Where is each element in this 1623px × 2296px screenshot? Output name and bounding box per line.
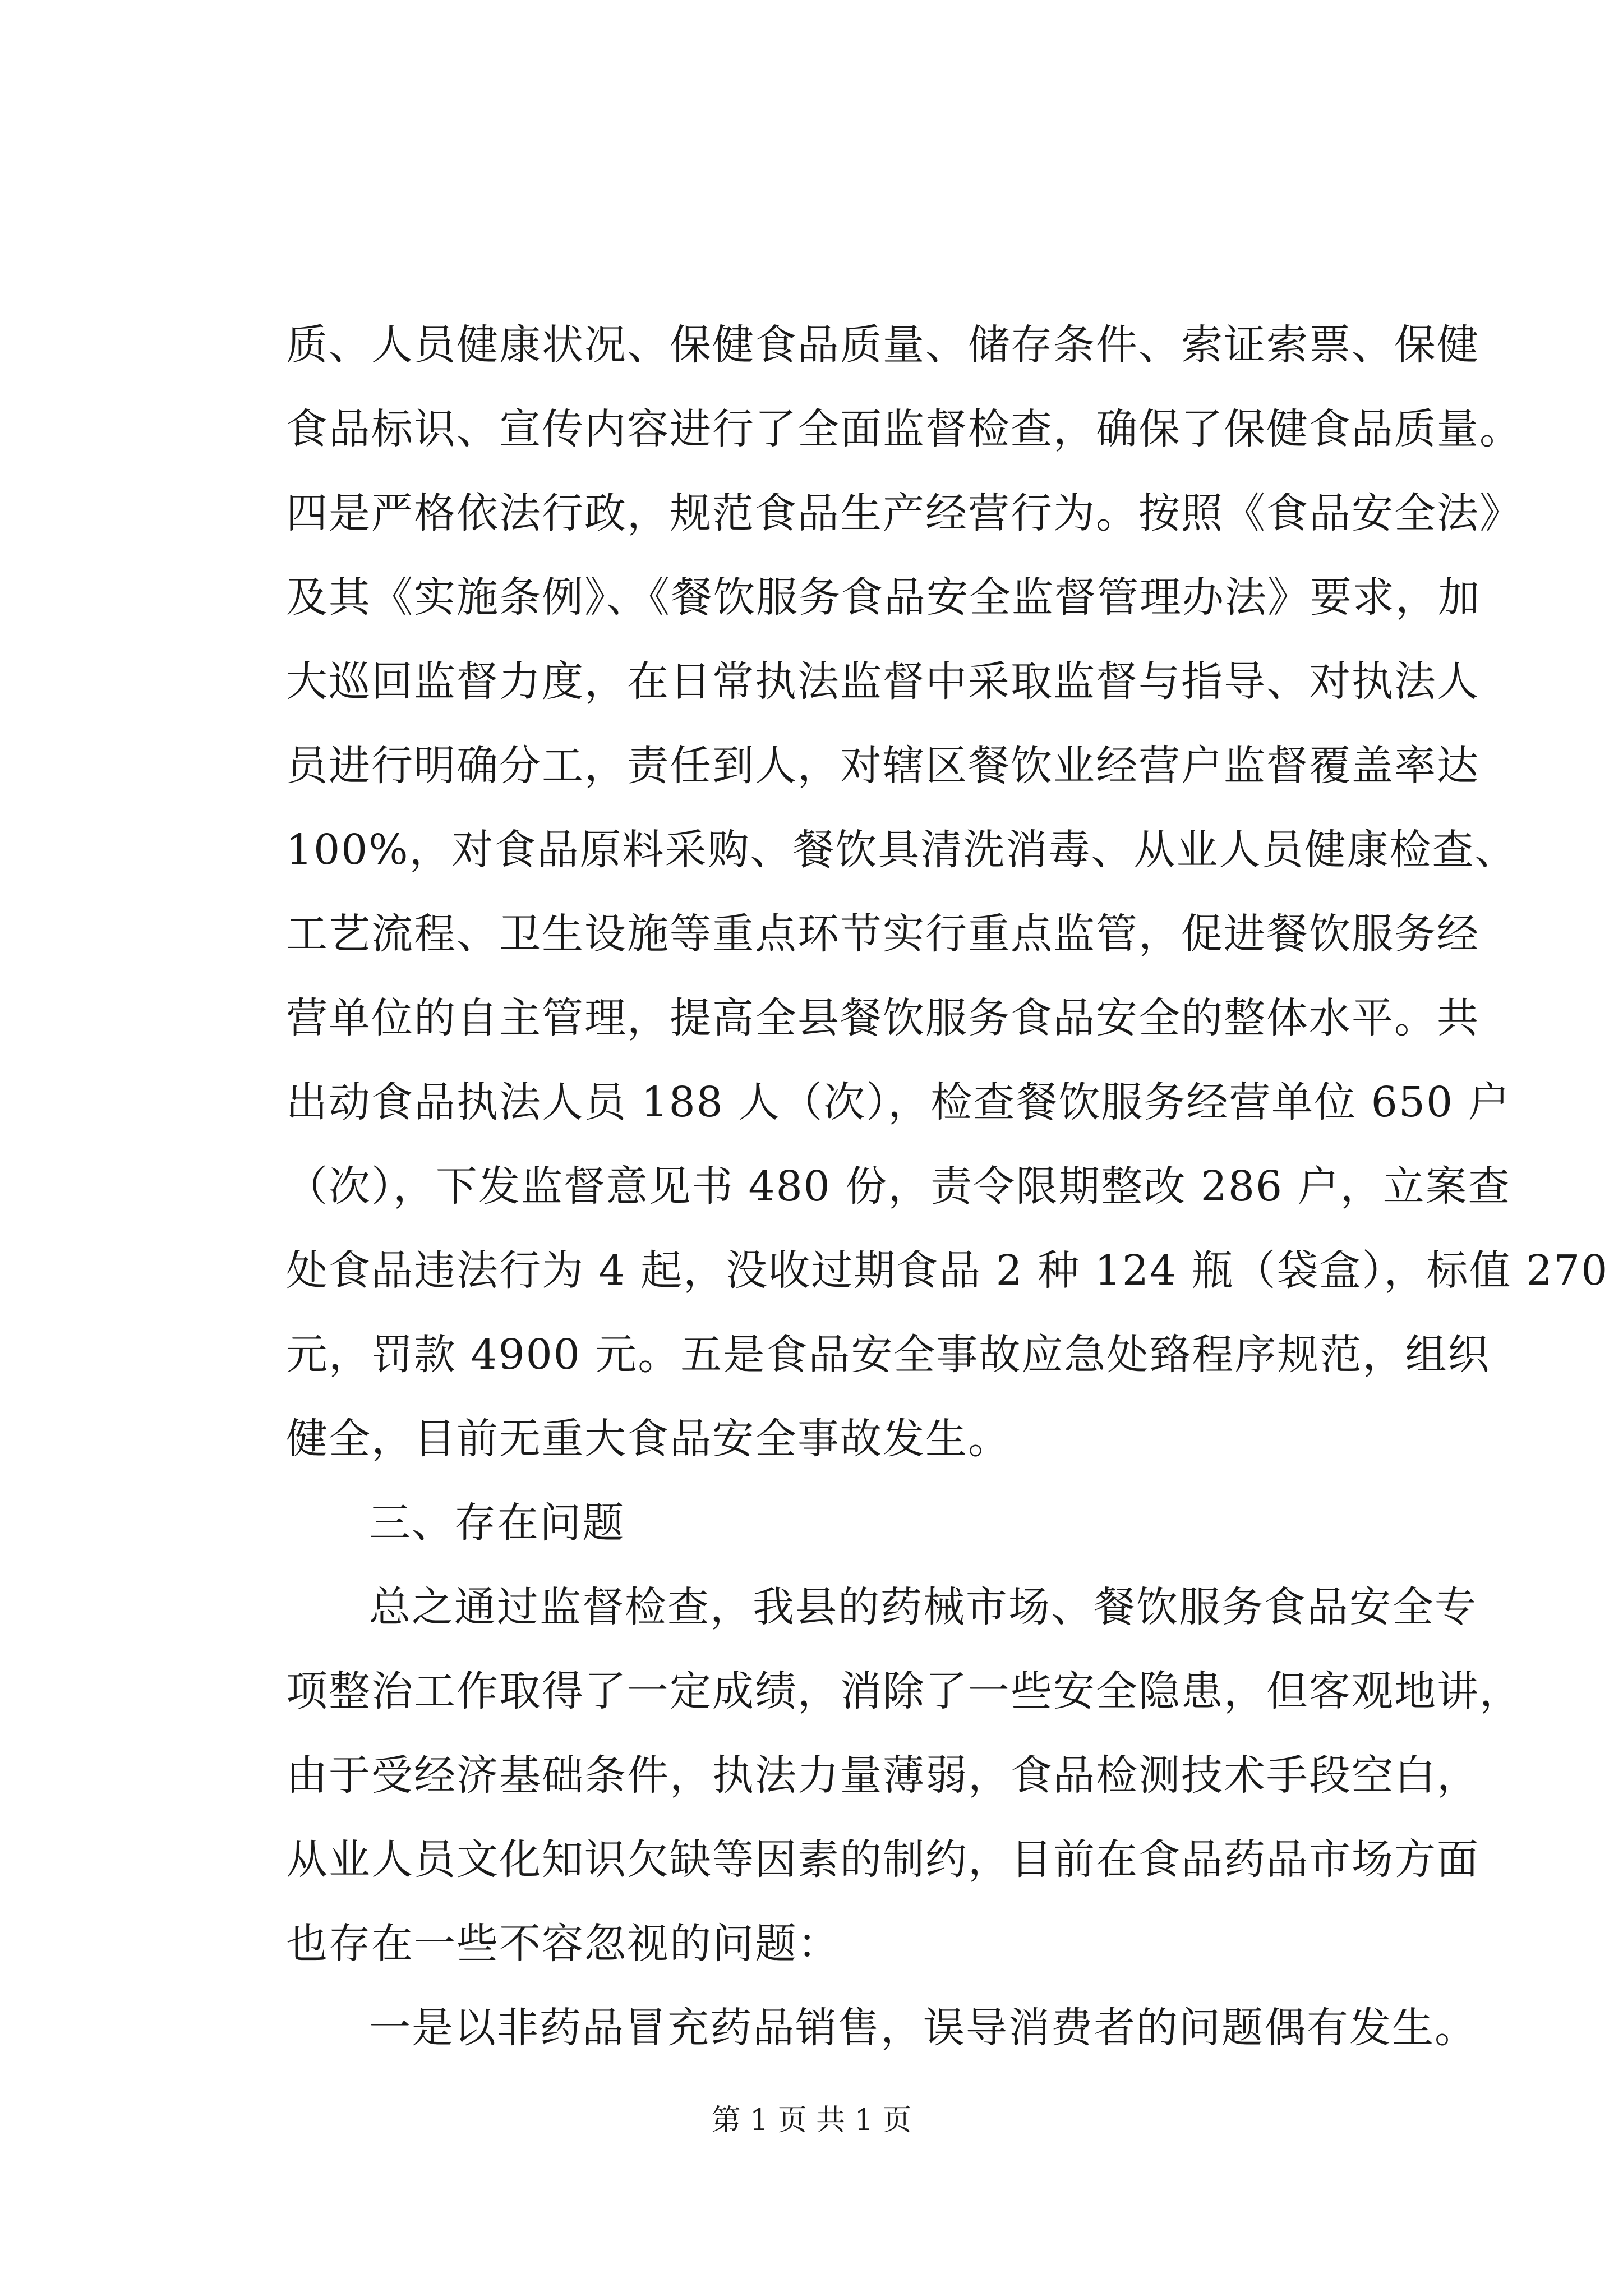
- text-line: 工艺流程、卫生设施等重点环节实行重点监管，促进餐饮服务经: [286, 910, 1479, 958]
- text-line: 总之通过监督检查，我县的药械市场、餐饮服务食品安全专: [369, 1583, 1477, 1631]
- text-line: 一是以非药品冒充药品销售，误导消费者的问题偶有发生。: [369, 2004, 1477, 2052]
- document-body: [286, 303, 1609, 2070]
- text-line: 营单位的自主管理，提高全县餐饮服务食品安全的整体水平。共: [286, 994, 1479, 1042]
- section-heading: 三、存在问题: [369, 1499, 625, 1547]
- text-line: 及其《实施条例》、《餐饮服务食品安全监督管理办法》要求，加: [286, 573, 1481, 622]
- text-line: 四是严格依法行政，规范食品生产经营行为。按照《食品安全法》: [286, 489, 1522, 537]
- text-line: 也存在一些不容忽视的问题：: [286, 1920, 840, 1968]
- text-line: （次），下发监督意见书 480 份，责令限期整改 286 户，立案查: [286, 1162, 1511, 1211]
- text-line: 员进行明确分工，责任到人，对辖区餐饮业经营户监督覆盖率达: [286, 742, 1479, 790]
- text-line: 大巡回监督力度，在日常执法监督中采取监督与指导、对执法人: [286, 657, 1479, 706]
- text-line: 处食品违法行为 4 起，没收过期食品 2 种 124 瓶（袋盒），标值 270: [286, 1246, 1609, 1295]
- page-footer: 第 1 页 共 1 页: [711, 2104, 912, 2137]
- text-line: 食品标识、宣传内容进行了全面监督检查，确保了保健食品质量。: [286, 405, 1522, 453]
- text-line: 健全，目前无重大食品安全事故发生。: [286, 1415, 1011, 1463]
- text-line: 由于受经济基础条件，执法力量薄弱，食品检测技术手段空白，: [286, 1751, 1479, 1800]
- text-line: 出动食品执法人员 188 人（次），检查餐饮服务经营单位 650 户: [286, 1078, 1511, 1126]
- text-line: 元，罚款 4900 元。五是食品安全事故应急处臵程序规范，组织: [286, 1331, 1491, 1379]
- text-line: 项整治工作取得了一定成绩，消除了一些安全隐患，但客观地讲，: [286, 1667, 1522, 1715]
- text-line: 质、人员健康状况、保健食品质量、储存条件、索证索票、保健: [286, 321, 1479, 369]
- text-line: 100%，对食品原料采购、餐饮具清洗消毒、从业人员健康检查、: [286, 826, 1518, 874]
- text-line: 从业人员文化知识欠缺等因素的制约，目前在食品药品市场方面: [286, 1835, 1479, 1884]
